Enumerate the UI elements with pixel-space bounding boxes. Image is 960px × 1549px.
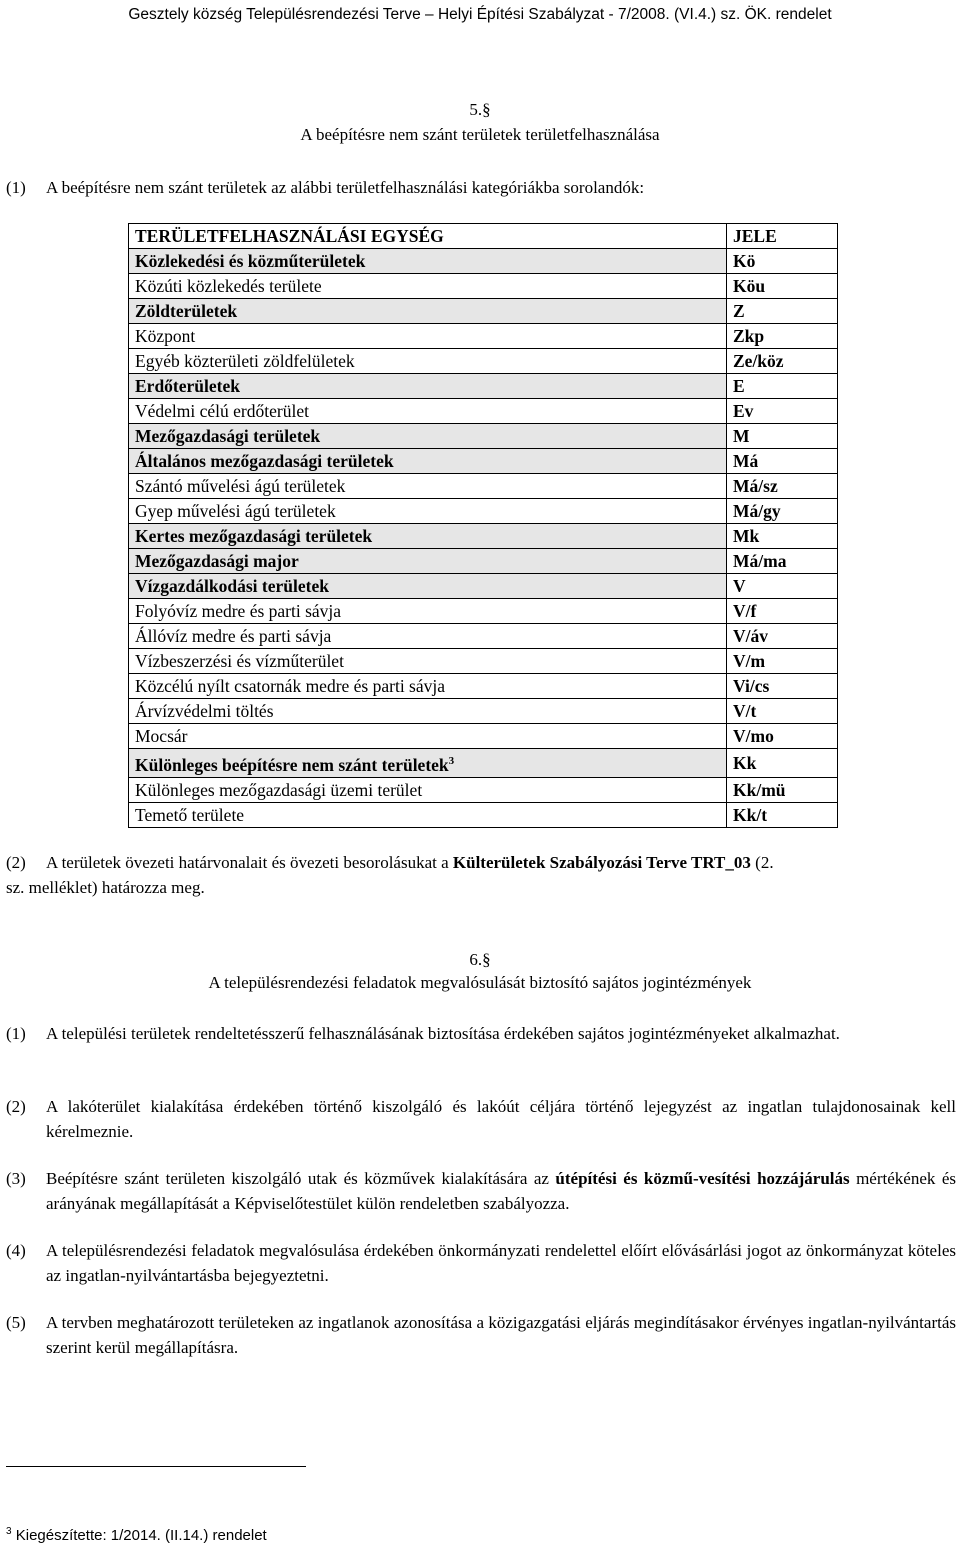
paragraph-text [46,1166,956,1216]
paragraph-number: (2) [6,1097,26,1116]
paragraph-number: (1) [6,178,26,197]
paragraph-text [46,850,956,875]
land-use-code: Má/gy [727,499,838,524]
land-use-code: Má/sz [727,474,838,499]
text-run: Beépítésre szánt területen kiszolgáló utak és közművek kialakítására az [46,1169,556,1188]
land-use-code: Ze/köz [727,349,838,374]
paragraph-text: A beépítésre nem szánt területek az alábbi területfelhasználási kategóriákba sorolandók: [46,178,645,197]
unit-name: Zöldterületek [135,301,238,321]
paragraph-number: (2) [6,853,26,872]
land-use-unit [129,299,727,324]
unit-name: Különleges beépítésre nem szánt területek [135,754,449,775]
section-6-title: A településrendezési feladatok megvalósulását biztosító sajátos jogintézmények [208,973,752,992]
table-row [129,699,838,724]
unit-name: Vízgazdálkodási területek [135,576,329,596]
land-use-code: V/m [727,649,838,674]
page-header: Gesztely község Településrendezési Terve – Helyi Építési Szabályzat - 7/2008. (VI.4.) sz. ÖK. rendelet [128,6,832,23]
land-use-code: Má/ma [727,549,838,574]
unit-name: Általános mezőgazdasági területek [135,451,394,471]
land-use-code: V/f [727,599,838,624]
section-6-paragraph-1 [6,1021,956,1046]
unit-name: Védelmi célú erdőterület [135,401,309,421]
section-5-paragraph-2 [6,850,956,875]
table-row [129,474,838,499]
table-row [129,802,838,827]
footnote-reference: 3 [448,755,455,767]
land-use-unit [129,274,727,299]
land-use-code: V/mo [727,724,838,749]
land-use-unit [129,524,727,549]
land-use-code: V/áv [727,624,838,649]
land-use-code: Vi/cs [727,674,838,699]
land-use-unit [129,699,727,724]
land-use-code: Má [727,449,838,474]
land-use-unit [129,724,727,749]
table-row [129,674,838,699]
table-row [129,349,838,374]
land-use-unit [129,374,727,399]
unit-name: Gyep művelési ágú területek [135,501,336,521]
land-use-unit [129,399,727,424]
land-use-code: M [727,424,838,449]
land-use-code: E [727,374,838,399]
land-use-code: Kk/mü [727,777,838,802]
land-use-unit [129,802,727,827]
unit-name: Mezőgazdasági major [135,551,299,571]
section-5-number: 5.§ [469,100,491,119]
table-row [129,749,838,778]
unit-name: Különleges mezőgazdasági üzemi terület [135,779,423,800]
section-6-number: 6.§ [469,950,491,969]
land-use-unit [129,474,727,499]
unit-name: Közcélú nyílt csatornák medre és parti sávja [135,676,446,696]
land-use-unit [129,574,727,599]
unit-name: Folyóvíz medre és parti sávja [135,601,342,621]
unit-name: Központ [135,326,196,346]
text-run: A területek övezeti határvonalait és övezeti besorolásukat a [46,853,453,872]
table-header-row [129,224,838,249]
unit-name: Szántó művelési ágú területek [135,476,346,496]
table-row [129,777,838,802]
text-run: mértékének és arányának megállapítását a Képviselőtestület külön rendeletben szabályozza. [46,1169,957,1213]
paragraph-number: (5) [6,1313,26,1332]
table-row [129,649,838,674]
unit-name: Közúti közlekedés területe [135,276,322,296]
paragraph-number: (4) [6,1241,26,1260]
column-header-unit: TERÜLETFELHASZNÁLÁSI EGYSÉG [129,224,727,249]
land-use-unit [129,349,727,374]
land-use-code: Z [727,299,838,324]
land-use-code: Mk [727,524,838,549]
land-use-unit [129,749,727,778]
text-run: (2. [750,853,774,872]
land-use-unit [129,674,727,699]
unit-name: Állóvíz medre és parti sávja [135,626,332,646]
table-row [129,424,838,449]
unit-name: Erdőterületek [135,376,240,396]
land-use-code: V/t [727,699,838,724]
footnote-text: Kiegészítette: 1/2014. (II.14.) rendelet [11,1527,267,1544]
table-row [129,574,838,599]
plan-reference: Külterületek Szabályozási Terve TRT_03 [452,853,751,872]
bold-term: hozzájárulás [757,1169,850,1188]
paragraph-text: A tervben meghatározott területeken az ingatlanok azonosítása a közigazgatási eljárás megindításakor érvényes ingatlan-nyilvántartás szerint kerül megállapításra. [46,1313,956,1357]
footnote [6,1526,267,1544]
land-use-unit [129,249,727,274]
section-5-title: A beépítésre nem szánt területek területfelhasználása [300,125,660,144]
bold-term: útépítési és közmű-vesítési [555,1169,751,1188]
land-use-unit [129,599,727,624]
unit-name: Mezőgazdasági területek [135,426,321,446]
table-row [129,624,838,649]
land-use-unit [129,424,727,449]
unit-name: Vízbeszerzési és vízműterület [135,651,344,671]
paragraph-text: A lakóterület kialakítása érdekében történő kiszolgáló és lakóút céljára történő lejegyzést az ingatlan tulajdonosainak kell kérelmeznie. [46,1097,956,1141]
section-5-paragraph-1 [6,175,956,200]
land-use-code: Köu [727,274,838,299]
unit-name: Egyéb közterületi zöldfelületek [135,351,355,371]
table-row [129,299,838,324]
land-use-code: Kö [727,249,838,274]
paragraph-text: sz. melléklet) határozza meg. [6,878,205,897]
section-5-paragraph-2-cont [6,875,956,900]
table-row [129,549,838,574]
land-use-code: Ev [727,399,838,424]
land-use-code: Zkp [727,324,838,349]
land-use-unit [129,624,727,649]
land-use-code: Kk [727,749,838,778]
land-use-unit [129,324,727,349]
table-row [129,599,838,624]
paragraph-number: (1) [6,1024,26,1043]
unit-name: Kertes mezőgazdasági területek [135,526,373,546]
land-use-code: Kk/t [727,802,838,827]
footnote-separator [6,1466,306,1467]
section-6-paragraph-5 [6,1310,956,1360]
table-row [129,399,838,424]
land-use-unit [129,649,727,674]
paragraph-number: (3) [6,1169,26,1188]
land-use-unit [129,549,727,574]
land-use-table [128,223,838,828]
table-row [129,449,838,474]
unit-name: Mocsár [135,726,188,746]
table-row [129,274,838,299]
unit-name: Közlekedési és közműterületek [135,251,366,271]
section-6-paragraph-2 [6,1094,956,1144]
section-6-paragraph-3 [6,1166,956,1216]
land-use-code: V [727,574,838,599]
table-row [129,324,838,349]
land-use-unit [129,499,727,524]
paragraph-text: A települési területek rendeltetésszerű felhasználásának biztosítása érdekében sajátos jogintézményeket alkalmazhat. [46,1024,840,1043]
paragraph-text: A településrendezési feladatok megvalósulása érdekében önkormányzati rendelettel előírt elővásárlási jogot az önkormányzat köteles az ingatlan-nyilvántartásba bejegyeztetni. [46,1241,956,1285]
land-use-unit [129,449,727,474]
column-header-code: JELE [727,224,838,249]
unit-name: Árvízvédelmi töltés [135,701,274,721]
table-row [129,374,838,399]
table-row [129,249,838,274]
table-row [129,724,838,749]
table-row [129,524,838,549]
land-use-unit [129,777,727,802]
unit-name: Temető területe [135,804,245,825]
footnote-marker: 3 [6,1526,12,1537]
section-6-paragraph-4 [6,1238,956,1288]
table-row [129,499,838,524]
